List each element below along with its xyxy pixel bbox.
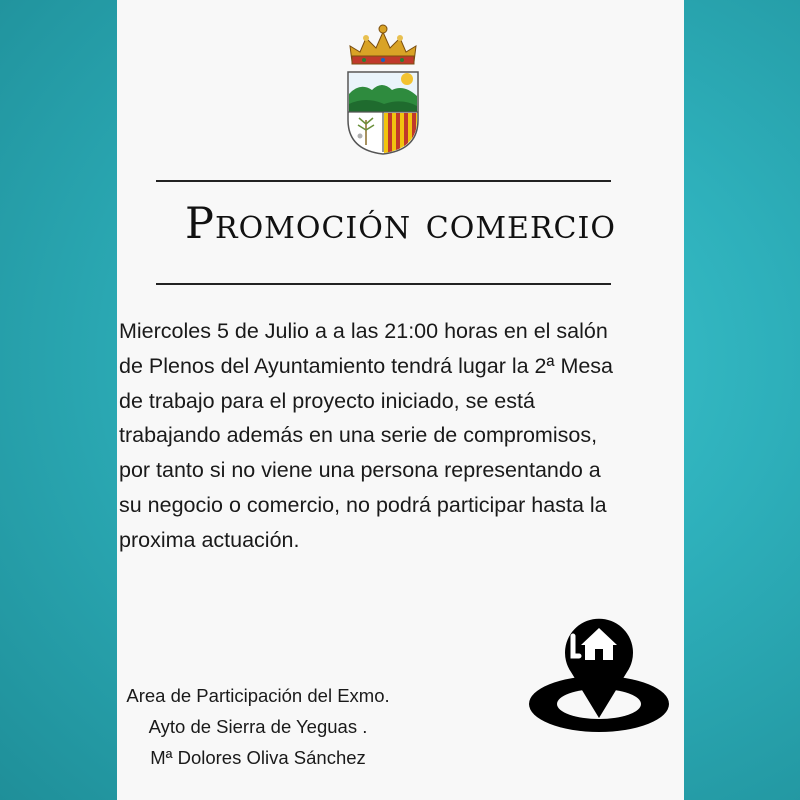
signature-line: Mª Dolores Oliva Sánchez <box>150 747 366 768</box>
page-title: Promoción comercio <box>185 199 616 249</box>
signature-line: Ayto de Sierra de Yeguas . <box>148 716 368 737</box>
signature-line: Area de Participación del Exmo. <box>126 685 390 706</box>
announcement-line: de Plenos del Ayuntamiento tendrá lugar la 2ª Mesa <box>119 353 614 378</box>
announcement-line: trabajando además en una serie de compromisos, <box>119 423 598 448</box>
signature-block <box>117 680 399 773</box>
announcement-text <box>119 314 681 558</box>
announcement-line: por tanto si no viene una persona representando a <box>119 458 601 483</box>
announcement-line: Miercoles 5 de Julio a a las 21:00 horas en el salón <box>119 319 608 343</box>
coat-of-arms-icon <box>344 20 422 156</box>
bottom-divider <box>156 283 611 285</box>
poster-panel <box>117 0 684 800</box>
announcement-line: de trabajo para el proyecto iniciado, se está <box>119 388 535 413</box>
top-divider <box>156 180 611 182</box>
announcement-line: su negocio o comercio, no podrá participar hasta la <box>119 492 607 517</box>
announcement-line: proxima actuación. <box>119 527 300 552</box>
location-pin-house-icon <box>527 602 671 734</box>
